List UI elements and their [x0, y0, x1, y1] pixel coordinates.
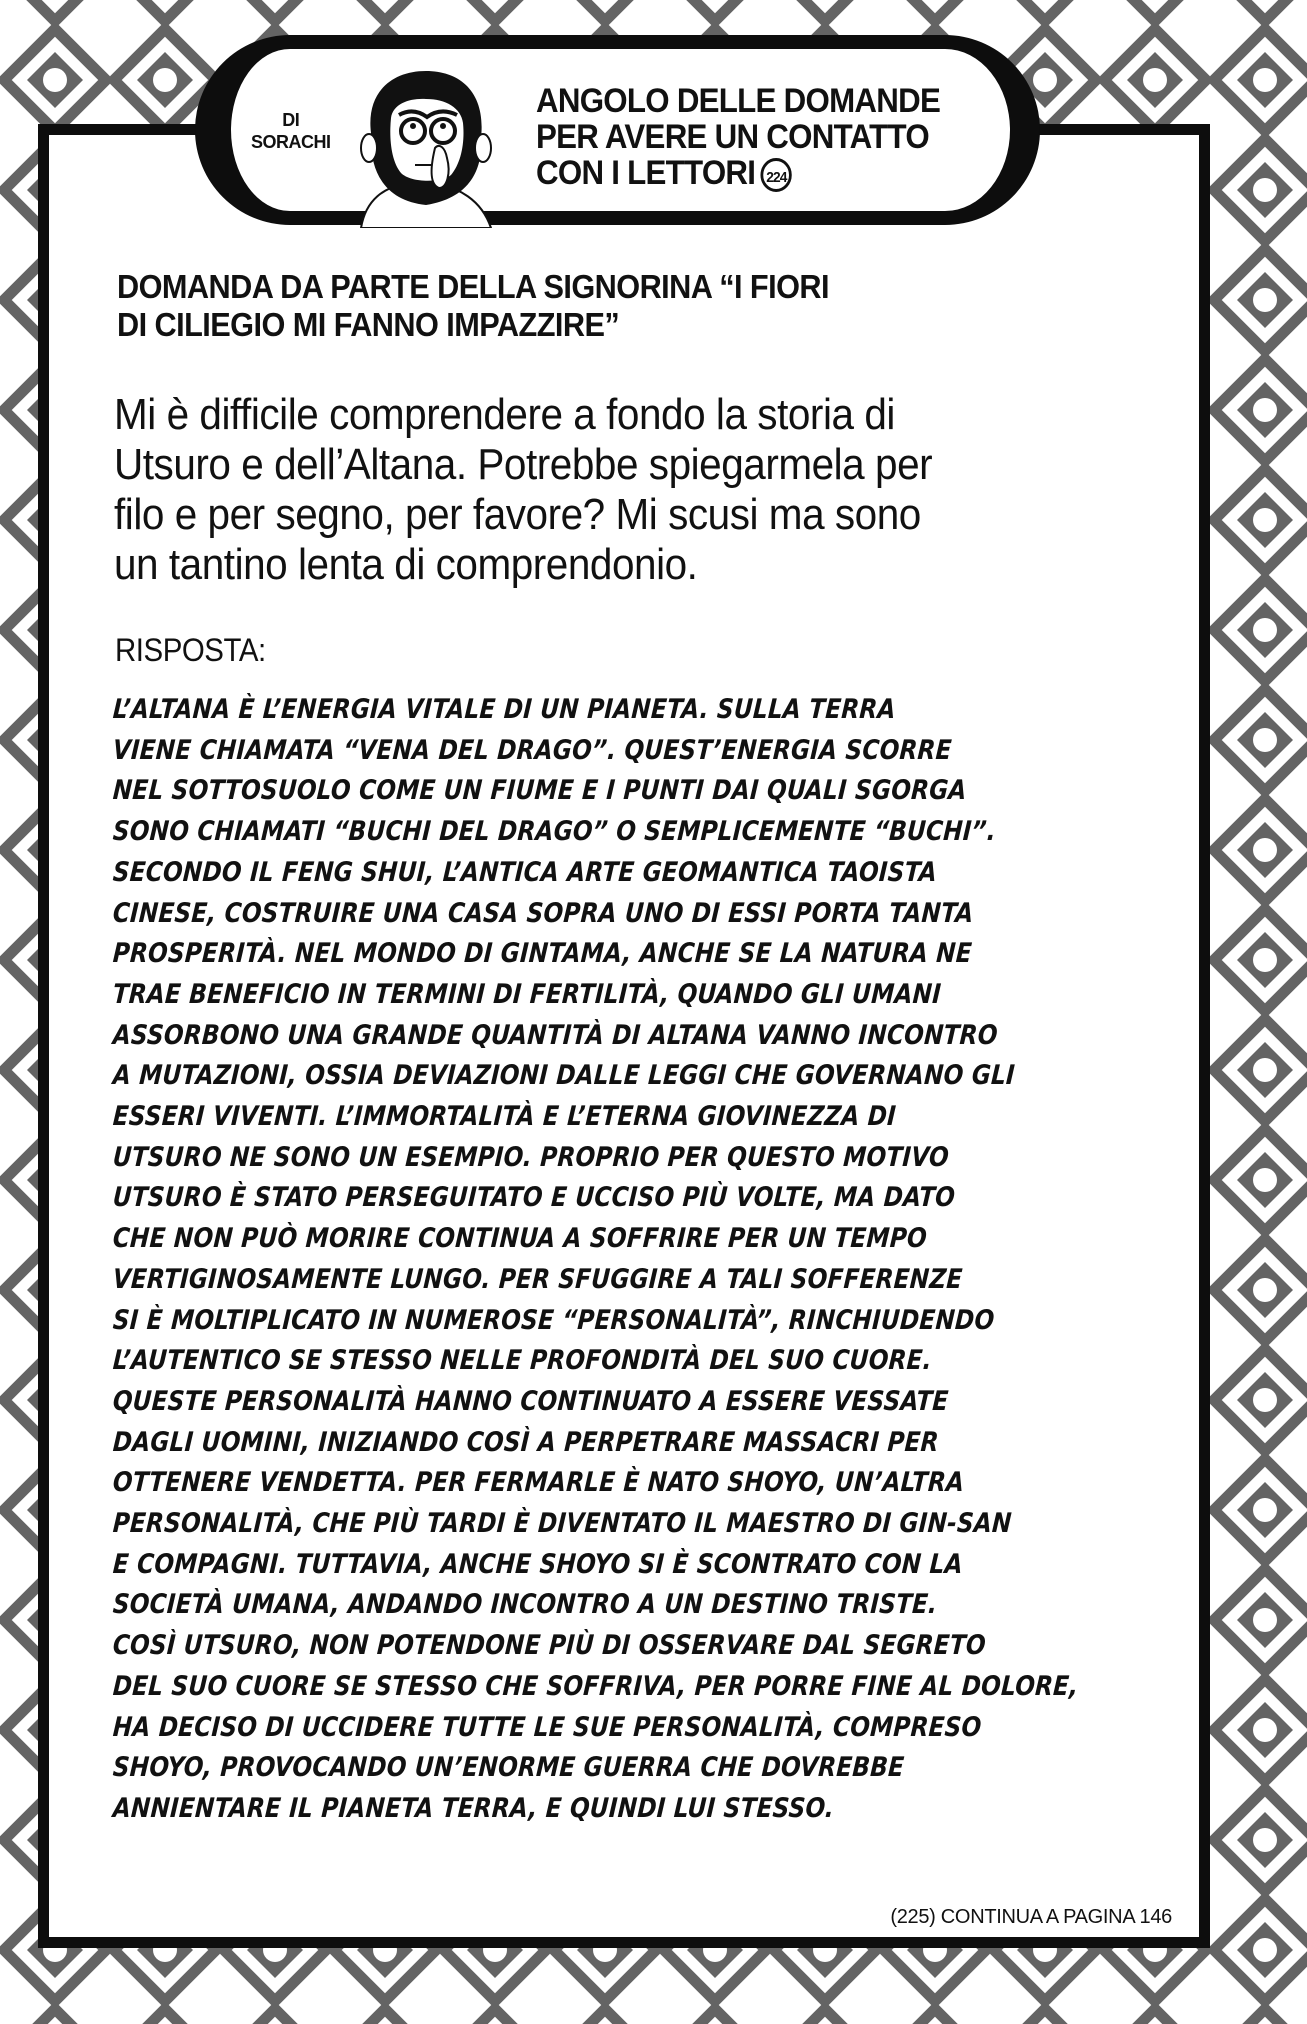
answer-line: OTTENERE VENDETTA. PER FERMARLE È NATO SHOYO, UN’ALTRA	[111, 1467, 966, 1499]
question-heading-line: DI CILIEGIO MI FANNO IMPAZZIRE”	[117, 306, 620, 343]
title-line-1: ANGOLO DELLE DOMANDE	[536, 82, 941, 120]
answer-line: SI È MOLTIPLICATO IN NUMEROSE “PERSONALITÀ”, RINCHIUDENDO	[111, 1304, 996, 1336]
continuation-note: (225) CONTINUA A PAGINA 146	[890, 1906, 1172, 1928]
answer-line: QUESTE PERSONALITÀ HANNO CONTINUATO A ESSERE VESSATE	[111, 1385, 950, 1417]
answer-label: RISPOSTA:	[115, 632, 266, 668]
answer-line: ANNIENTARE IL PIANETA TERRA, E QUINDI LUI STESSO.	[111, 1792, 835, 1824]
answer-line: CINESE, COSTRUIRE UNA CASA SOPRA UNO DI ESSI PORTA TANTA	[111, 897, 975, 929]
answer-line: SOCIETÀ UMANA, ANDANDO INCONTRO A UN DESTINO TRISTE.	[111, 1589, 939, 1621]
question-body	[114, 390, 1071, 590]
answer-line: UTSURO È STATO PERSEGUITATO E UCCISO PIÙ VOLTE, MA DATO	[111, 1182, 956, 1214]
answer-line: SONO CHIAMATI “BUCHI DEL DRAGO” O SEMPLICEMENTE “BUCHI”.	[111, 816, 997, 848]
question-heading	[117, 268, 1056, 344]
title-line-3: CON I LETTORI 224	[536, 155, 940, 192]
byline-sorachi: SORACHI	[251, 132, 331, 152]
answer-line: SHOYO, PROVOCANDO UN’ENORME GUERRA CHE DOVREBBE	[111, 1752, 906, 1784]
question-heading-line: DOMANDA DA PARTE DELLA SIGNORINA “I FIORI	[117, 268, 829, 305]
answer-line: L’ALTANA È L’ENERGIA VITALE DI UN PIANETA. SULLA TERRA	[111, 694, 897, 725]
answer-line: CHE NON PUÒ MORIRE CONTINUA A SOFFRIRE PER UN TEMPO	[111, 1223, 928, 1255]
question-line: Utsuro e dell’Altana. Potrebbe spiegarmela per	[114, 440, 933, 489]
answer-line: TRAE BENEFICIO IN TERMINI DI FERTILITÀ, QUANDO GLI UMANI	[111, 978, 942, 1010]
issue-number-badge: 224	[761, 158, 792, 192]
answer-line: DEL SUO CUORE SE STESSO CHE SOFFRIVA, PER PORRE FINE AL DOLORE,	[111, 1670, 1080, 1702]
answer-line: E COMPAGNI. TUTTAVIA, ANCHE SHOYO SI È SCONTRATO CON LA	[111, 1548, 964, 1580]
answer-line: PROSPERITÀ. NEL MONDO DI GINTAMA, ANCHE SE LA NATURA NE	[111, 938, 973, 970]
author-byline	[251, 109, 331, 153]
answer-line: DAGLI UOMINI, INIZIANDO COSÌ A PERPETRARE MASSACRI PER	[111, 1426, 940, 1458]
answer-line: A MUTAZIONI, OSSIA DEVIAZIONI DALLE LEGGI CHE GOVERNANO GLI	[111, 1060, 1016, 1092]
answer-line: HA DECISO DI UCCIDERE TUTTE LE SUE PERSONALITÀ, COMPRESO	[111, 1711, 983, 1743]
answer-body	[111, 690, 1174, 1830]
column-header-banner	[195, 35, 1040, 225]
answer-line: PERSONALITÀ, CHE PIÙ TARDI È DIVENTATO IL MAESTRO DI GIN-SAN	[111, 1508, 1013, 1540]
title-line-2: PER AVERE UN CONTATTO	[536, 118, 929, 156]
question-line: un tantino lenta di comprendonio.	[114, 540, 698, 589]
answer-line: VERTIGINOSAMENTE LUNGO. PER SFUGGIRE A TALI SOFFERENZE	[111, 1263, 964, 1295]
question-line: Mi è difficile comprendere a fondo la storia di	[114, 390, 895, 439]
answer-line: NEL SOTTOSUOLO COME UN FIUME E I PUNTI DAI QUALI SGORGA	[111, 775, 968, 807]
gorilla-avatar-icon	[331, 63, 511, 228]
column-title	[536, 83, 940, 192]
answer-line: ASSORBONO UNA GRANDE QUANTITÀ DI ALTANA VANNO INCONTRO	[111, 1019, 999, 1051]
answer-line: ESSERI VIVENTI. L’IMMORTALITÀ E L’ETERNA GIOVINEZZA DI	[111, 1101, 897, 1133]
answer-line: VIENE CHIAMATA “VENA DEL DRAGO”. QUEST’ENERGIA SCORRE	[111, 734, 953, 766]
answer-line: SECONDO IL FENG SHUI, L’ANTICA ARTE GEOMANTICA TAOISTA	[111, 856, 938, 888]
question-line: filo e per segno, per favore? Mi scusi ma sono	[114, 490, 921, 539]
byline-di: DI	[282, 110, 300, 130]
answer-line: UTSURO NE SONO UN ESEMPIO. PROPRIO PER QUESTO MOTIVO	[111, 1141, 950, 1173]
answer-line: COSÌ UTSURO, NON POTENDONE PIÙ DI OSSERVARE DAL SEGRETO	[111, 1630, 987, 1662]
answer-line: L’AUTENTICO SE STESSO NELLE PROFONDITÀ DEL SUO CUORE.	[111, 1345, 933, 1377]
